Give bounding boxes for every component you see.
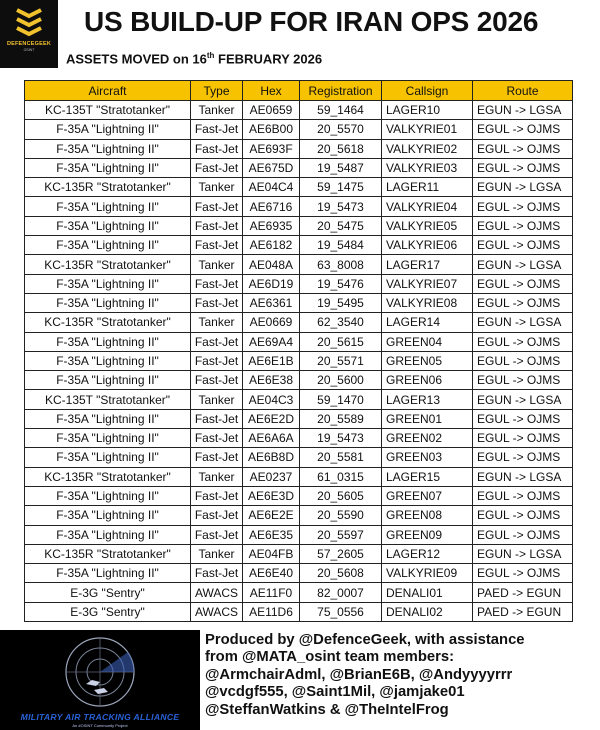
aircraft-cell: F-35A "Lightning II" xyxy=(25,120,191,139)
callsign-cell: GREEN08 xyxy=(382,506,473,525)
hex-cell: AE693F xyxy=(243,139,300,158)
header-row xyxy=(25,81,573,101)
callsign-cell: VALKYRIE06 xyxy=(382,236,473,255)
hex-cell: AE6935 xyxy=(243,216,300,235)
registration-cell: 62_3540 xyxy=(300,313,382,332)
table-row xyxy=(25,390,573,409)
hex-cell: AE6182 xyxy=(243,236,300,255)
hex-cell: AE6B8D xyxy=(243,448,300,467)
route-cell: EGUL -> OJMS xyxy=(473,371,573,390)
type-cell: Fast-Jet xyxy=(191,525,243,544)
callsign-cell: VALKYRIE01 xyxy=(382,120,473,139)
registration-cell: 82_0007 xyxy=(300,583,382,602)
aircraft-cell: E-3G "Sentry" xyxy=(25,602,191,621)
column-header-route: Route xyxy=(473,81,573,101)
registration-cell: 20_5570 xyxy=(300,120,382,139)
credits-line: @vcdgf555, @Saint1Mil, @jamjake01 xyxy=(205,684,465,701)
radar-icon xyxy=(0,630,200,712)
route-cell: EGUL -> OJMS xyxy=(473,448,573,467)
type-cell: Tanker xyxy=(191,101,243,120)
route-cell: EGUN -> LGSA xyxy=(473,178,573,197)
column-header-callsign: Callsign xyxy=(382,81,473,101)
hex-cell: AE6E3D xyxy=(243,486,300,505)
table-row xyxy=(25,448,573,467)
table-row xyxy=(25,236,573,255)
type-cell: Fast-Jet xyxy=(191,409,243,428)
route-cell: EGUN -> LGSA xyxy=(473,313,573,332)
table-row xyxy=(25,101,573,120)
registration-cell: 59_1475 xyxy=(300,178,382,197)
defencegeek-logo xyxy=(0,0,58,68)
aircraft-cell: F-35A "Lightning II" xyxy=(25,409,191,428)
hex-cell: AE6E2D xyxy=(243,409,300,428)
route-cell: EGUL -> OJMS xyxy=(473,139,573,158)
table-row xyxy=(25,332,573,351)
column-header-registration: Registration xyxy=(300,81,382,101)
hex-cell: AE04FB xyxy=(243,544,300,563)
callsign-cell: VALKYRIE03 xyxy=(382,158,473,177)
type-cell: Tanker xyxy=(191,544,243,563)
aircraft-cell: F-35A "Lightning II" xyxy=(25,293,191,312)
table-row xyxy=(25,429,573,448)
aircraft-cell: F-35A "Lightning II" xyxy=(25,371,191,390)
hex-cell: AE6E40 xyxy=(243,564,300,583)
type-cell: Fast-Jet xyxy=(191,448,243,467)
route-cell: EGUL -> OJMS xyxy=(473,236,573,255)
table-row xyxy=(25,564,573,583)
aircraft-cell: F-35A "Lightning II" xyxy=(25,139,191,158)
aircraft-cell: KC-135R "Stratotanker" xyxy=(25,544,191,563)
credits-line: Produced by @DefenceGeek, with assistance xyxy=(205,632,525,648)
callsign-cell: GREEN02 xyxy=(382,429,473,448)
callsign-cell: GREEN06 xyxy=(382,371,473,390)
aircraft-cell: F-35A "Lightning II" xyxy=(25,158,191,177)
type-cell: Fast-Jet xyxy=(191,158,243,177)
callsign-cell: VALKYRIE05 xyxy=(382,216,473,235)
subtitle-sup: th xyxy=(206,51,215,60)
table-row xyxy=(25,467,573,486)
aircraft-cell: F-35A "Lightning II" xyxy=(25,429,191,448)
registration-cell: 59_1464 xyxy=(300,101,382,120)
callsign-cell: GREEN05 xyxy=(382,351,473,370)
credits xyxy=(205,632,597,719)
type-cell: Fast-Jet xyxy=(191,486,243,505)
aircraft-cell: F-35A "Lightning II" xyxy=(25,274,191,293)
table-row xyxy=(25,544,573,563)
registration-cell: 19_5484 xyxy=(300,236,382,255)
hex-cell: AE04C3 xyxy=(243,390,300,409)
hex-cell: AE6D19 xyxy=(243,274,300,293)
registration-cell: 57_2605 xyxy=(300,544,382,563)
type-cell: AWACS xyxy=(191,583,243,602)
route-cell: EGUN -> LGSA xyxy=(473,467,573,486)
registration-cell: 20_5600 xyxy=(300,371,382,390)
callsign-cell: GREEN09 xyxy=(382,525,473,544)
type-cell: AWACS xyxy=(191,602,243,621)
table-row xyxy=(25,409,573,428)
page-subtitle xyxy=(66,51,322,66)
route-cell: EGUL -> OJMS xyxy=(473,274,573,293)
route-cell: EGUL -> OJMS xyxy=(473,429,573,448)
callsign-cell: GREEN04 xyxy=(382,332,473,351)
hex-cell: AE6A6A xyxy=(243,429,300,448)
registration-cell: 20_5597 xyxy=(300,525,382,544)
type-cell: Tanker xyxy=(191,178,243,197)
hex-cell: AE0669 xyxy=(243,313,300,332)
aircraft-cell: F-35A "Lightning II" xyxy=(25,486,191,505)
route-cell: EGUN -> LGSA xyxy=(473,544,573,563)
footer xyxy=(0,630,600,730)
aircraft-cell: F-35A "Lightning II" xyxy=(25,236,191,255)
callsign-cell: LAGER10 xyxy=(382,101,473,120)
registration-cell: 63_8008 xyxy=(300,255,382,274)
page-title: US BUILD-UP FOR IRAN OPS 2026 xyxy=(84,6,539,37)
registration-cell: 20_5590 xyxy=(300,506,382,525)
registration-cell: 61_0315 xyxy=(300,467,382,486)
type-cell: Fast-Jet xyxy=(191,332,243,351)
registration-cell: 59_1470 xyxy=(300,390,382,409)
registration-cell: 19_5476 xyxy=(300,274,382,293)
subtitle-suffix: FEBRUARY 2026 xyxy=(214,51,323,67)
aircraft-cell: E-3G "Sentry" xyxy=(25,583,191,602)
callsign-cell: LAGER11 xyxy=(382,178,473,197)
route-cell: EGUL -> OJMS xyxy=(473,351,573,370)
route-cell: EGUL -> OJMS xyxy=(473,332,573,351)
table-row xyxy=(25,255,573,274)
aircraft-cell: KC-135R "Stratotanker" xyxy=(25,255,191,274)
route-cell: EGUL -> OJMS xyxy=(473,525,573,544)
table-row xyxy=(25,506,573,525)
column-header-aircraft: Aircraft xyxy=(25,81,191,101)
credits-line: @SteffanWatkins & @TheIntelFrog xyxy=(205,701,449,718)
registration-cell: 19_5473 xyxy=(300,197,382,216)
table-row xyxy=(25,525,573,544)
callsign-cell: GREEN07 xyxy=(382,486,473,505)
route-cell: EGUL -> OJMS xyxy=(473,506,573,525)
callsign-cell: VALKYRIE02 xyxy=(382,139,473,158)
table-row xyxy=(25,371,573,390)
hex-cell: AE11F0 xyxy=(243,583,300,602)
subtitle-prefix: ASSETS MOVED on 16 xyxy=(66,51,207,67)
type-cell: Fast-Jet xyxy=(191,197,243,216)
callsign-cell: VALKYRIE09 xyxy=(382,564,473,583)
route-cell: EGUL -> OJMS xyxy=(473,197,573,216)
registration-cell: 20_5618 xyxy=(300,139,382,158)
credits-line: from @MATA_osint team members: xyxy=(205,649,455,666)
type-cell: Fast-Jet xyxy=(191,139,243,158)
aircraft-cell: F-35A "Lightning II" xyxy=(25,448,191,467)
table-row xyxy=(25,602,573,621)
table-row xyxy=(25,216,573,235)
registration-cell: 20_5475 xyxy=(300,216,382,235)
route-cell: EGUL -> OJMS xyxy=(473,216,573,235)
registration-cell: 20_5615 xyxy=(300,332,382,351)
aircraft-cell: KC-135T "Stratotanker" xyxy=(25,390,191,409)
callsign-cell: GREEN03 xyxy=(382,448,473,467)
type-cell: Tanker xyxy=(191,255,243,274)
type-cell: Fast-Jet xyxy=(191,274,243,293)
table-row xyxy=(25,351,573,370)
route-cell: EGUL -> OJMS xyxy=(473,409,573,428)
hex-cell: AE048A xyxy=(243,255,300,274)
route-cell: EGUN -> LGSA xyxy=(473,255,573,274)
registration-cell: 20_5608 xyxy=(300,564,382,583)
callsign-cell: LAGER12 xyxy=(382,544,473,563)
logo-name: DEFENCEGEEK xyxy=(6,41,52,47)
callsign-cell: LAGER14 xyxy=(382,313,473,332)
aircraft-cell: KC-135T "Stratotanker" xyxy=(25,101,191,120)
callsign-cell: DENALI01 xyxy=(382,583,473,602)
column-header-hex: Hex xyxy=(243,81,300,101)
route-cell: EGUL -> OJMS xyxy=(473,158,573,177)
registration-cell: 20_5605 xyxy=(300,486,382,505)
table-row xyxy=(25,313,573,332)
registration-cell: 20_5581 xyxy=(300,448,382,467)
table-row xyxy=(25,158,573,177)
credits-line: @ArmchairAdml, @BrianE6B, @Andyyyyrrr xyxy=(205,666,513,683)
mata-subtitle: An #OSINT Community Project xyxy=(72,723,128,728)
registration-cell: 19_5473 xyxy=(300,429,382,448)
hex-cell: AE04C4 xyxy=(243,178,300,197)
type-cell: Tanker xyxy=(191,390,243,409)
hex-cell: AE0237 xyxy=(243,467,300,486)
table-row xyxy=(25,120,573,139)
table-row xyxy=(25,583,573,602)
aircraft-cell: F-35A "Lightning II" xyxy=(25,525,191,544)
type-cell: Fast-Jet xyxy=(191,506,243,525)
registration-cell: 19_5487 xyxy=(300,158,382,177)
route-cell: EGUL -> OJMS xyxy=(473,486,573,505)
type-cell: Fast-Jet xyxy=(191,216,243,235)
callsign-cell: LAGER13 xyxy=(382,390,473,409)
table-row xyxy=(25,486,573,505)
route-cell: EGUN -> LGSA xyxy=(473,101,573,120)
hex-cell: AE11D6 xyxy=(243,602,300,621)
table-body xyxy=(25,101,573,622)
route-cell: PAED -> EGUN xyxy=(473,583,573,602)
aircraft-cell: F-35A "Lightning II" xyxy=(25,197,191,216)
route-cell: EGUL -> OJMS xyxy=(473,120,573,139)
assets-table xyxy=(24,80,573,622)
logo-sub: OSINT xyxy=(23,48,35,52)
aircraft-cell: F-35A "Lightning II" xyxy=(25,506,191,525)
registration-cell: 20_5571 xyxy=(300,351,382,370)
callsign-cell: VALKYRIE07 xyxy=(382,274,473,293)
type-cell: Fast-Jet xyxy=(191,293,243,312)
aircraft-cell: KC-135R "Stratotanker" xyxy=(25,467,191,486)
type-cell: Fast-Jet xyxy=(191,564,243,583)
type-cell: Fast-Jet xyxy=(191,120,243,139)
hex-cell: AE675D xyxy=(243,158,300,177)
route-cell: EGUN -> LGSA xyxy=(473,390,573,409)
callsign-cell: VALKYRIE04 xyxy=(382,197,473,216)
column-header-type: Type xyxy=(191,81,243,101)
table-row xyxy=(25,293,573,312)
hex-cell: AE0659 xyxy=(243,101,300,120)
table-row xyxy=(25,178,573,197)
route-cell: EGUL -> OJMS xyxy=(473,293,573,312)
hex-cell: AE6716 xyxy=(243,197,300,216)
hex-cell: AE69A4 xyxy=(243,332,300,351)
table-row xyxy=(25,139,573,158)
aircraft-cell: KC-135R "Stratotanker" xyxy=(25,178,191,197)
hex-cell: AE6E38 xyxy=(243,371,300,390)
callsign-cell: LAGER17 xyxy=(382,255,473,274)
type-cell: Fast-Jet xyxy=(191,236,243,255)
type-cell: Fast-Jet xyxy=(191,429,243,448)
mata-logo xyxy=(0,630,200,730)
aircraft-cell: F-35A "Lightning II" xyxy=(25,351,191,370)
callsign-cell: DENALI02 xyxy=(382,602,473,621)
type-cell: Fast-Jet xyxy=(191,351,243,370)
type-cell: Tanker xyxy=(191,467,243,486)
table-row xyxy=(25,197,573,216)
mata-title: MILITARY AIR TRACKING ALLIANCE xyxy=(20,712,180,722)
aircraft-cell: F-35A "Lightning II" xyxy=(25,216,191,235)
hex-cell: AE6B00 xyxy=(243,120,300,139)
aircraft-cell: KC-135R "Stratotanker" xyxy=(25,313,191,332)
hex-cell: AE6E1B xyxy=(243,351,300,370)
type-cell: Tanker xyxy=(191,313,243,332)
aircraft-cell: F-35A "Lightning II" xyxy=(25,564,191,583)
chevron-stack-icon xyxy=(14,6,44,40)
route-cell: PAED -> EGUN xyxy=(473,602,573,621)
callsign-cell: LAGER15 xyxy=(382,467,473,486)
hex-cell: AE6361 xyxy=(243,293,300,312)
hex-cell: AE6E35 xyxy=(243,525,300,544)
hex-cell: AE6E2E xyxy=(243,506,300,525)
type-cell: Fast-Jet xyxy=(191,371,243,390)
registration-cell: 75_0556 xyxy=(300,602,382,621)
route-cell: EGUL -> OJMS xyxy=(473,564,573,583)
registration-cell: 19_5495 xyxy=(300,293,382,312)
callsign-cell: GREEN01 xyxy=(382,409,473,428)
callsign-cell: VALKYRIE08 xyxy=(382,293,473,312)
registration-cell: 20_5589 xyxy=(300,409,382,428)
aircraft-cell: F-35A "Lightning II" xyxy=(25,332,191,351)
table-row xyxy=(25,274,573,293)
